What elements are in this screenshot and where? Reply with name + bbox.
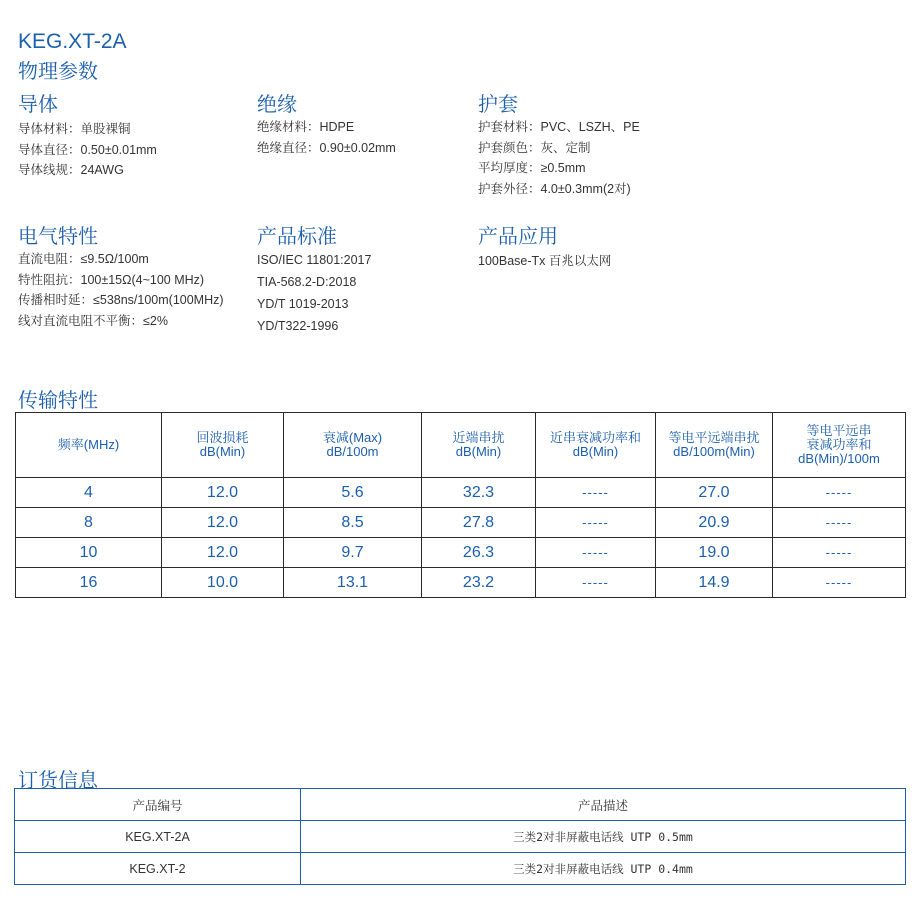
header-product-code: 产品编号 [15, 789, 301, 821]
standard-line: ISO/IEC 11801:2017 [257, 253, 372, 267]
header-elfext: 等电平远端串扰 dB/100m(Min) [656, 413, 773, 478]
electrical-line: 传播相时延：≤538ns/100m(100MHz) [18, 293, 224, 307]
electrical-line: 特性阻抗：100±15Ω(4~100 MHz) [18, 272, 205, 287]
cell-product-description: 三类2对非屏蔽电话线 UTP 0.4mm [301, 853, 906, 885]
conductor-line: 导体材料：单股裸铜 [18, 122, 131, 136]
cell-return-loss: 12.0 [162, 538, 284, 568]
header-pselfext: 等电平远串 衰减功率和 dB(Min)/100m [773, 413, 906, 478]
header-psacr: 近串衰减功率和 dB(Min) [536, 413, 656, 478]
header-attenuation: 衰减(Max) dB/100m [284, 413, 422, 478]
cell-next: 23.2 [422, 568, 536, 598]
conductor-block [18, 88, 157, 181]
header-next: 近端串扰 dB(Min) [422, 413, 536, 478]
jacket-block [478, 88, 640, 199]
cell-return-loss: 10.0 [162, 568, 284, 598]
cell-elfext: 27.0 [656, 478, 773, 508]
electrical-line: 直流电阻：≤9.5Ω/100m [18, 252, 149, 266]
cell-elfext: 19.0 [656, 538, 773, 568]
table-row [16, 568, 906, 598]
cell-frequency: 16 [16, 568, 162, 598]
model-number: KEG.XT-2A [18, 30, 127, 53]
insulation-title: 绝缘 [257, 94, 297, 116]
application-line: 100Base-Tx 百兆以太网 [478, 254, 612, 268]
standard-line: TIA-568.2-D:2018 [257, 275, 357, 289]
electrical-title: 电气特性 [18, 226, 98, 248]
standards-block [257, 220, 371, 337]
table-row [16, 478, 906, 508]
cell-next: 32.3 [422, 478, 536, 508]
cell-attenuation: 5.6 [284, 478, 422, 508]
cell-psacr: ----- [536, 538, 656, 568]
table-row [16, 538, 906, 568]
table-row [15, 853, 906, 885]
cell-psacr: ----- [536, 478, 656, 508]
table-header-row [15, 789, 906, 821]
order-title: 订货信息 [18, 770, 98, 792]
jacket-title: 护套 [478, 94, 518, 116]
application-title: 产品应用 [478, 226, 558, 248]
cell-attenuation: 8.5 [284, 508, 422, 538]
standard-line: YD/T322-1996 [257, 319, 339, 333]
header-return-loss: 回波损耗 dB(Min) [162, 413, 284, 478]
application-block [478, 220, 611, 272]
insulation-line: 绝缘直径：0.90±0.02mm [257, 140, 396, 155]
conductor-line: 导体线规：24AWG [18, 163, 124, 177]
electrical-line: 线对直流电阻不平衡：≤2% [18, 313, 168, 328]
cell-psacr: ----- [536, 508, 656, 538]
cell-return-loss: 12.0 [162, 508, 284, 538]
jacket-line: 护套外径：4.0±0.3mm(2对) [478, 181, 631, 196]
cell-next: 26.3 [422, 538, 536, 568]
jacket-line: 平均厚度：≥0.5mm [478, 161, 586, 175]
conductor-line: 导体直径：0.50±0.01mm [18, 142, 157, 157]
electrical-block [18, 220, 224, 331]
cell-return-loss: 12.0 [162, 478, 284, 508]
standards-title: 产品标准 [257, 226, 337, 248]
cell-frequency: 10 [16, 538, 162, 568]
cell-elfext: 14.9 [656, 568, 773, 598]
cell-product-description: 三类2对非屏蔽电话线 UTP 0.5mm [301, 821, 906, 853]
cell-product-code: KEG.XT-2 [15, 853, 301, 885]
cell-product-code: KEG.XT-2A [15, 821, 301, 853]
cell-pselfext: ----- [773, 508, 906, 538]
cell-frequency: 8 [16, 508, 162, 538]
cell-attenuation: 13.1 [284, 568, 422, 598]
cell-pselfext: ----- [773, 478, 906, 508]
section-physical-title: 物理参数 [18, 61, 98, 83]
jacket-line: 护套颜色：灰、定制 [478, 140, 591, 155]
header-product-description: 产品描述 [301, 789, 906, 821]
table-row [15, 821, 906, 853]
jacket-line: 护套材料：PVC、LSZH、PE [478, 120, 640, 134]
conductor-title: 导体 [18, 94, 58, 116]
cell-pselfext: ----- [773, 568, 906, 598]
cell-psacr: ----- [536, 568, 656, 598]
transmission-table [15, 412, 906, 598]
order-table [14, 788, 906, 885]
cell-pselfext: ----- [773, 538, 906, 568]
cell-attenuation: 9.7 [284, 538, 422, 568]
table-header-row [16, 413, 906, 478]
insulation-block [257, 88, 396, 158]
cell-elfext: 20.9 [656, 508, 773, 538]
header-frequency: 频率(MHz) [16, 413, 162, 478]
transmission-title: 传输特性 [18, 390, 98, 412]
standard-line: YD/T 1019-2013 [257, 297, 349, 311]
cell-next: 27.8 [422, 508, 536, 538]
insulation-line: 绝缘材料：HDPE [257, 120, 355, 134]
cell-frequency: 4 [16, 478, 162, 508]
table-row [16, 508, 906, 538]
